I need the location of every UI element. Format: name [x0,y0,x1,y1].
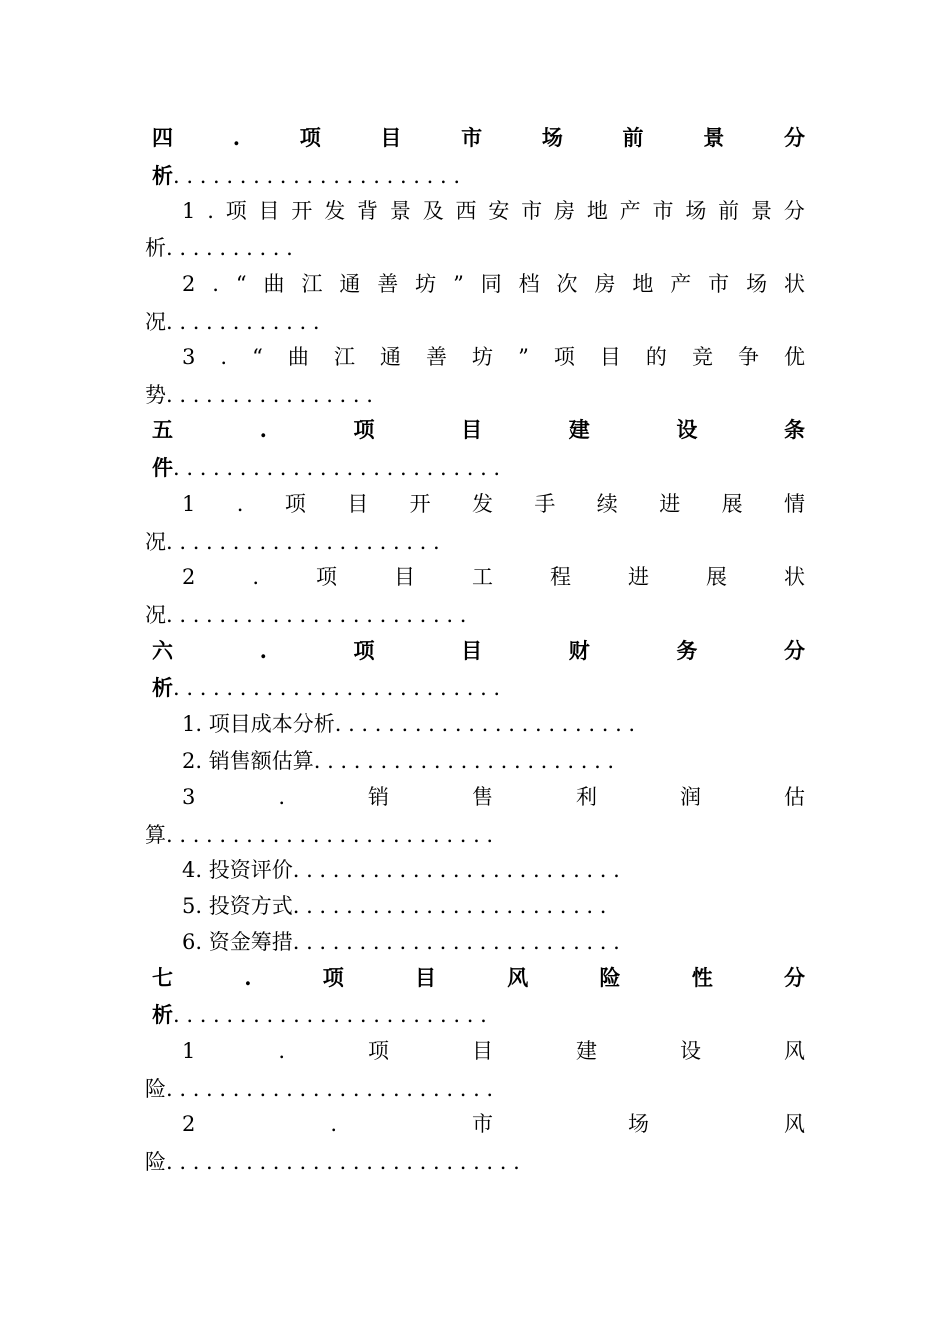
toc-item-6-5-text: 5. 投资方式 [182,894,293,918]
toc-item-6-3-line1-char-4: 利 [576,785,597,809]
toc-item-7-2-leader: . . . . . . . . . . . . . . . . . . . . . . . . . . . [166,1150,520,1174]
toc-item-4-2-line1-char-15: 市 [708,272,730,296]
toc-item-5-2-line2 [145,597,805,633]
toc-item-5-2-line1-char-5: 程 [549,565,571,589]
toc-item-4-2-line1-char-11: 次 [556,272,578,296]
toc-section-5-leader: . . . . . . . . . . . . . . . . . . . . . . . . . [173,456,501,480]
toc-item-4-3-line1-char-3: 曲 [287,345,309,369]
toc-section-7-line1-char-4: 风 [507,965,529,990]
toc-item-4-1-tail: 析 [145,236,166,260]
toc-section-6-line1-char-5: 务 [676,638,698,663]
toc-item-6-3-line1-char-5: 润 [679,785,701,809]
toc-item-5-1-line1-char-0: 1 [182,492,196,516]
toc-item-7-1-line1-char-2: 项 [368,1039,390,1063]
toc-section-7-line1-char-5: 险 [599,965,621,990]
toc-item-5-2-line1-char-8: 状 [783,565,805,589]
toc-item-7-1-line1-char-6: 风 [783,1039,805,1063]
toc-item-4-2-line1 [182,266,805,302]
toc-item-4-1-line1-char-8: 及 [422,199,444,223]
toc-item-6-3-leader: . . . . . . . . . . . . . . . . . . . . . . . . . [166,823,494,847]
toc-item-4-3-line1-char-6: 善 [426,345,447,369]
toc-section-6-tail: 析 [152,675,173,700]
toc-item-7-2-tail: 险 [145,1150,166,1174]
toc-item-4-1-line1-char-2: 项 [225,199,247,223]
toc-item-4-1-line1-char-17: 前 [718,199,740,223]
toc-section-4-line1 [152,120,805,156]
toc-item-4-3-line1-char-13: 争 [737,345,759,369]
toc-section-4-line1-char-5: 场 [541,125,563,150]
toc-section-7-line1-char-0: 七 [152,965,173,990]
toc-item-5-1-line1-char-6: 手 [534,492,556,516]
toc-item-6-2-leader: . . . . . . . . . . . . . . . . . . . . . . . [313,749,615,773]
toc-item-4-2-line1-char-0: 2 [182,272,196,296]
toc-item-4-2-leader: . . . . . . . . . . . . [166,310,320,334]
toc-item-4-2-line1-char-4: 江 [301,272,323,296]
toc-item-7-1-line1-char-4: 建 [576,1039,597,1063]
toc-item-4-1-line1-char-15: 市 [652,199,674,223]
toc-item-4-3-line2 [145,377,805,413]
toc-item-7-2-line1-char-3: 场 [628,1112,650,1136]
toc-item-4-2-line1-char-13: 地 [632,272,654,296]
toc-item-5-1-tail: 况 [145,530,166,554]
toc-item-6-1-text: 1. 项目成本分析 [182,712,335,736]
toc-item-5-2-line1-char-7: 展 [705,565,727,589]
toc-section-4-line1-char-6: 前 [622,125,644,150]
toc-item-6-3-line1-char-3: 售 [472,785,494,809]
toc-item-4-2-line1-char-1: . [212,272,219,296]
toc-item-4-2-line1-char-7: 坊 [415,272,437,296]
toc-item-6-5-leader: . . . . . . . . . . . . . . . . . . . . . . . . [292,894,607,918]
toc-section-4-line1-char-1: . [232,125,241,150]
toc-item-6-4-text: 4. 投资评价 [182,858,293,882]
toc-item-6-6 [182,924,805,960]
toc-item-5-2-line1 [182,559,805,595]
toc-item-6-3-line1-char-1: . [278,785,286,809]
toc-item-4-2-line1-char-6: 善 [377,272,399,296]
toc-item-6-6-leader: . . . . . . . . . . . . . . . . . . . . . . . . . [292,930,620,954]
toc-item-4-2-line1-char-17: 状 [783,272,805,296]
toc-section-6-line1 [152,633,805,669]
toc-section-6-line1-char-1: . [259,638,267,663]
toc-item-4-1-line1-char-1: . [207,199,214,223]
toc-item-5-1-line1-char-1: . [236,492,244,516]
toc-item-4-1-line1-char-12: 房 [554,199,575,223]
toc-item-7-2-line1-char-0: 2 [182,1112,196,1136]
toc-section-5-line1-char-2: 项 [353,417,375,442]
toc-item-5-2-line1-char-2: 项 [316,565,338,589]
toc-section-5-line2 [152,450,812,486]
toc-section-7-tail: 析 [152,1002,173,1027]
toc-item-5-1-line1-char-8: 进 [659,492,681,516]
toc-section-4-line1-char-3: 目 [380,125,402,150]
toc-item-7-2-line1 [182,1106,805,1142]
toc-item-6-2-text: 2. 销售额估算 [182,749,314,773]
toc-section-5-line1-char-1: . [259,417,267,442]
toc-item-4-1-line1-char-5: 发 [324,199,346,223]
toc-item-7-1-line1-char-3: 目 [472,1039,494,1063]
toc-section-4-line1-char-0: 四 [152,125,173,150]
toc-item-6-4 [182,852,805,888]
toc-item-4-3-leader: . . . . . . . . . . . . . . . . [166,383,373,407]
toc-item-7-1-line1-char-5: 设 [679,1039,701,1063]
toc-section-5-line1-char-0: 五 [152,417,173,442]
toc-item-4-1-line1-char-7: 景 [389,199,411,223]
toc-item-6-1-leader: . . . . . . . . . . . . . . . . . . . . . . . [334,712,636,736]
toc-item-5-2-line1-char-1: . [252,565,260,589]
toc-item-5-2-line1-char-4: 工 [472,565,493,589]
toc-item-4-1-line1-char-14: 产 [619,199,641,223]
toc-item-5-1-line2 [145,524,805,560]
toc-section-6-line1-char-3: 目 [461,638,483,663]
toc-item-6-2 [182,743,805,779]
toc-item-4-1-line1-char-0: 1 [182,199,196,223]
toc-item-4-3-line1-char-8: ” [518,345,529,369]
toc-item-4-2-line1-char-16: 场 [746,272,768,296]
toc-item-4-3-tail: 势 [145,383,166,407]
toc-item-4-2-line2 [145,304,805,340]
toc-item-7-2-line2 [145,1144,805,1180]
toc-item-4-1-line1-char-11: 市 [521,199,543,223]
toc-section-7-line1-char-2: 项 [322,965,344,990]
toc-item-5-1-line1-char-10: 情 [783,492,805,516]
toc-section-5-line1-char-6: 条 [783,417,805,442]
toc-item-6-3-line1-char-6: 估 [783,785,805,809]
toc-section-4-line1-char-7: 景 [703,125,725,150]
toc-item-5-1-line1-char-3: 目 [347,492,369,516]
toc-section-4-tail: 析 [152,163,173,188]
toc-item-6-3-tail: 算 [145,823,166,847]
toc-item-4-3-line1-char-9: 项 [553,345,575,369]
toc-item-5-2-line1-char-0: 2 [182,565,196,589]
toc-section-7-line1-char-3: 目 [415,965,437,990]
toc-item-4-3-line1-char-12: 竞 [691,345,713,369]
toc-item-4-1-line1-char-13: 地 [586,199,608,223]
toc-item-5-1-line1 [182,486,805,522]
toc-section-5-line1-char-3: 目 [461,417,483,442]
toc-section-6-line1-char-4: 财 [568,638,590,663]
toc-section-5-line1-char-4: 建 [568,417,590,442]
toc-section-7-line1-char-6: 性 [691,965,713,990]
toc-item-7-1-line1-char-0: 1 [182,1039,196,1063]
toc-item-4-1-line1-char-10: 安 [488,199,510,223]
toc-section-6-line1-char-2: 项 [353,638,375,663]
toc-item-4-2-line1-char-9: 同 [480,272,502,296]
toc-item-4-1-line1-char-19: 分 [783,199,805,223]
toc-section-7-line1-char-7: 分 [783,965,805,990]
toc-section-7-line1 [152,960,805,996]
toc-item-4-2-line1-char-2: “ [235,272,247,296]
toc-item-4-3-line1-char-7: 坊 [472,345,494,369]
toc-item-5-2-line1-char-3: 目 [394,565,416,589]
toc-section-5-tail: 件 [152,455,173,480]
toc-item-7-2-line1-char-4: 风 [784,1112,805,1136]
toc-section-4-line2 [152,158,812,194]
toc-item-4-3-line1-char-1: . [220,345,228,369]
toc-item-6-4-leader: . . . . . . . . . . . . . . . . . . . . . . . . . [292,858,620,882]
toc-item-7-2-line1-char-1: . [330,1112,338,1136]
toc-item-4-3-line1-char-5: 通 [379,345,401,369]
toc-item-4-1-line1 [182,193,805,229]
toc-item-4-1-line1-char-6: 背 [357,199,379,223]
toc-section-6-line1-char-0: 六 [152,638,173,663]
toc-item-4-3-line1 [182,339,805,375]
toc-item-4-3-line1-char-0: 3 [182,345,196,369]
toc-section-7-line2 [152,997,812,1033]
toc-section-4-line1-char-2: 项 [299,125,321,150]
toc-item-5-1-line1-char-2: 项 [284,492,306,516]
toc-item-4-2-tail: 况 [145,310,166,334]
toc-item-5-1-line1-char-7: 续 [596,492,618,516]
toc-item-5-1-line1-char-9: 展 [721,492,743,516]
toc-item-4-1-line2 [145,230,805,266]
toc-item-6-1 [182,706,805,742]
toc-item-5-1-leader: . . . . . . . . . . . . . . . . . . . . . [166,530,440,554]
toc-section-4-line1-char-8: 分 [783,125,805,150]
toc-item-4-2-line1-char-5: 通 [339,272,361,296]
toc-item-5-2-tail: 况 [145,603,166,627]
toc-item-5-1-line1-char-4: 开 [409,492,431,516]
toc-section-6-line1-char-6: 分 [783,638,805,663]
toc-item-7-1-tail: 险 [145,1077,166,1101]
toc-item-5-2-leader: . . . . . . . . . . . . . . . . . . . . . . . [166,603,467,627]
toc-section-6-leader: . . . . . . . . . . . . . . . . . . . . . . . . . [173,676,501,700]
toc-section-5-line1 [152,412,805,448]
toc-item-4-2-line1-char-12: 房 [594,272,616,296]
toc-item-4-1-leader: . . . . . . . . . . [166,236,293,260]
toc-item-4-3-line1-char-10: 目 [599,345,621,369]
toc-item-6-3-line1-char-0: 3 [182,785,196,809]
toc-item-4-1-line1-char-3: 目 [258,199,280,223]
toc-item-4-3-line1-char-14: 优 [784,345,805,369]
toc-section-7-leader: . . . . . . . . . . . . . . . . . . . . . . . . [173,1003,487,1027]
toc-item-7-2-line1-char-2: 市 [472,1112,494,1136]
toc-item-6-3-line1 [182,779,805,815]
toc-item-4-2-line1-char-10: 档 [518,272,540,296]
toc-item-6-5 [182,888,805,924]
toc-item-7-1-line1-char-1: . [278,1039,286,1063]
toc-item-4-2-line1-char-14: 产 [670,272,692,296]
toc-item-4-2-line1-char-3: 曲 [263,272,285,296]
toc-item-5-1-line1-char-5: 发 [472,492,494,516]
toc-item-4-1-line1-char-9: 西 [455,199,477,223]
toc-item-6-6-text: 6. 资金筹措 [182,930,293,954]
toc-item-7-1-line1 [182,1033,805,1069]
toc-item-6-3-line2 [145,817,805,853]
toc-section-5-line1-char-5: 设 [676,417,698,442]
toc-item-4-3-line1-char-2: “ [252,345,263,369]
toc-section-4-line1-char-4: 市 [461,125,483,150]
toc-item-4-1-line1-char-4: 开 [291,199,313,223]
toc-item-4-3-line1-char-4: 江 [333,345,355,369]
toc-item-4-1-line1-char-16: 场 [685,199,707,223]
toc-section-7-line1-char-1: . [244,965,252,990]
toc-section-4-leader: . . . . . . . . . . . . . . . . . . . . . . [173,164,461,188]
toc-item-5-2-line1-char-6: 进 [627,565,649,589]
toc-item-4-1-line1-char-18: 景 [750,199,772,223]
toc-item-4-2-line1-char-8: ” [453,272,464,296]
toc-item-7-1-line2 [145,1071,805,1107]
toc-item-4-3-line1-char-11: 的 [645,345,667,369]
toc-item-7-1-leader: . . . . . . . . . . . . . . . . . . . . . . . . . [166,1077,494,1101]
toc-section-6-line2 [152,670,812,706]
toc-item-6-3-line1-char-2: 销 [368,785,390,809]
